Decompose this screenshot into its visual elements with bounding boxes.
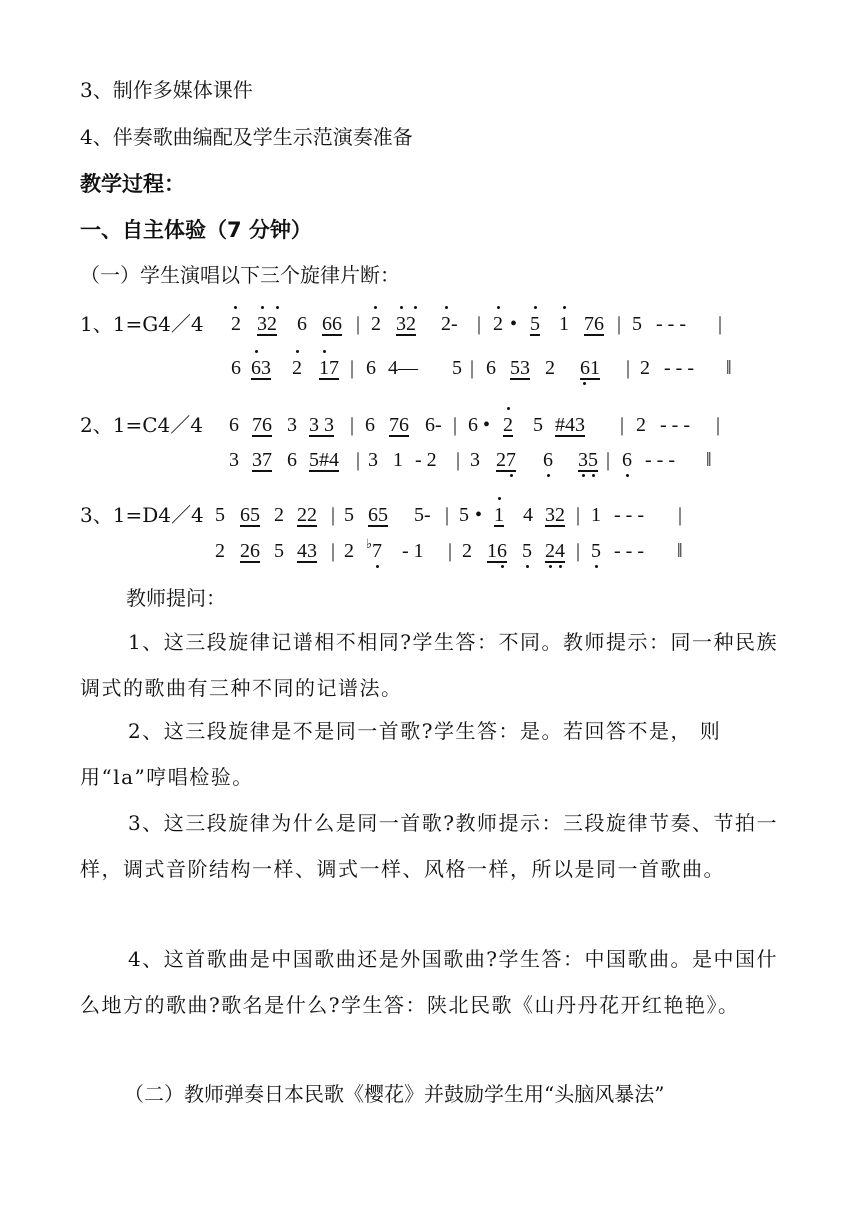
question-4-text: 4、这首歌曲是中国歌曲还是外国歌曲?学生答：中国歌曲。是中国什么地方的歌曲?歌名是什么?学生答：陕北民歌《山丹丹花开红艳艳》。 xyxy=(80,947,778,1017)
barline: | xyxy=(606,449,611,471)
question-1 xyxy=(80,619,780,711)
melody-3-key: 3、1=D4／4 xyxy=(80,503,204,527)
heading-teaching-process: 教学过程： xyxy=(80,172,185,196)
note: 5 xyxy=(459,504,469,526)
melody-1-line-2 xyxy=(0,356,860,382)
note: 6 xyxy=(622,449,632,471)
note-group: 35 xyxy=(578,449,598,471)
barline: | xyxy=(626,357,631,379)
note: 5 xyxy=(530,313,540,335)
note-group: 66 xyxy=(322,313,342,335)
barline: | xyxy=(350,357,355,379)
note: 6 xyxy=(229,414,239,436)
augmentation-dot: • xyxy=(475,504,483,526)
flat-sign: ♭ xyxy=(366,536,373,551)
barline: | xyxy=(718,313,723,335)
rest-dashes: - - - xyxy=(614,504,644,526)
teacher-question-label: 教师提问： xyxy=(126,586,226,610)
barline: | xyxy=(477,313,482,335)
note: 6 xyxy=(486,357,496,379)
note-dash: - 1 xyxy=(402,540,424,562)
note: 2 xyxy=(231,313,241,335)
barline: | xyxy=(350,414,355,436)
barline: | xyxy=(331,504,336,526)
note: 5 xyxy=(632,313,642,335)
note-group: 37 xyxy=(252,449,272,471)
note: 2 xyxy=(274,504,284,526)
barline: | xyxy=(617,313,622,335)
note: 5- xyxy=(414,504,431,526)
melody-3-line-2 xyxy=(0,536,860,565)
note: 5 xyxy=(215,504,225,526)
note: 5 xyxy=(533,414,543,436)
note: 5 xyxy=(591,540,601,562)
note: 2- xyxy=(441,313,458,335)
note-group: #43 xyxy=(555,414,585,436)
heading-part-one: 一、自主体验（7 分钟） xyxy=(80,218,312,242)
note: 4 xyxy=(523,504,533,526)
barline: | xyxy=(453,414,458,436)
note-group: 76 xyxy=(584,313,604,335)
note: 6 xyxy=(287,449,297,471)
note: 7 xyxy=(372,540,382,562)
note-group: 43 xyxy=(297,540,317,562)
barline: | xyxy=(456,449,461,471)
note: 1 xyxy=(559,313,569,335)
note-group: 22 xyxy=(297,504,317,526)
barline: | xyxy=(620,414,625,436)
barline: | xyxy=(448,540,453,562)
melody-2-line-1 xyxy=(0,413,860,439)
note: 2 xyxy=(503,414,513,436)
heading-sub-two: （二）教师弹奏日本民歌《樱花》并鼓励学生用“头脑风暴法” xyxy=(124,1082,665,1106)
note: 5 xyxy=(274,540,284,562)
rest-dashes: - - - xyxy=(656,313,686,335)
question-2-text: 2、这三段旋律是不是同一首歌?学生答：是。若回答不是， 则用“la”哼唱检验。 xyxy=(80,719,722,789)
note: 1 xyxy=(494,504,504,526)
note-group: 65 xyxy=(240,504,260,526)
note: 2 xyxy=(640,357,650,379)
note-group: 24 xyxy=(545,540,565,562)
melody-1-key: 1、1=G4／4 xyxy=(80,312,204,336)
final-barline: ‖ xyxy=(677,540,683,562)
barline: | xyxy=(356,313,361,335)
melody-3-line-1 xyxy=(0,503,860,529)
rest-dashes: - - - xyxy=(664,357,694,379)
note-group: 32 xyxy=(257,313,277,335)
question-4 xyxy=(80,936,780,1028)
note-group: 27 xyxy=(496,449,516,471)
note: 6 xyxy=(365,414,375,436)
heading-sub-one: （一）学生演唱以下三个旋律片断： xyxy=(80,263,400,287)
note: 6 xyxy=(366,357,376,379)
melody-1-line-1 xyxy=(0,312,860,338)
note: 5 xyxy=(344,504,354,526)
note: 1 xyxy=(591,504,601,526)
barline: | xyxy=(445,504,450,526)
prep-item-4: 4、伴奏歌曲编配及学生示范演奏准备 xyxy=(80,125,413,149)
question-2 xyxy=(80,708,780,800)
note: 2 xyxy=(493,313,503,335)
note-group: 3 3 xyxy=(309,414,334,436)
note: 5 xyxy=(452,357,462,379)
note-group: 32 xyxy=(396,313,416,335)
rest-dashes: - - - xyxy=(645,449,675,471)
note-group: 16 xyxy=(487,540,507,562)
melody-2-key: 2、1=C4／4 xyxy=(80,413,203,437)
note: 6- xyxy=(425,414,442,436)
question-1-text: 1、这三段旋律记谱相不相同?学生答：不同。教师提示：同一种民族调式的歌曲有三种不同的记谱法。 xyxy=(80,630,778,700)
note-held: 4— xyxy=(388,357,418,379)
note: 5 xyxy=(522,540,532,562)
barline: | xyxy=(356,449,361,471)
note: 6 xyxy=(543,449,553,471)
note-group: 5#4 xyxy=(309,449,339,471)
final-barline: ‖ xyxy=(726,357,732,379)
note: 2 xyxy=(636,414,646,436)
augmentation-dot: • xyxy=(510,313,518,335)
note: 3 xyxy=(229,449,239,471)
barline: | xyxy=(576,540,581,562)
barline: | xyxy=(678,504,683,526)
note-group: 63 xyxy=(251,357,271,379)
note-group: 32 xyxy=(545,504,565,526)
final-barline: ‖ xyxy=(706,449,712,471)
note-group: 26 xyxy=(240,540,260,562)
barline: | xyxy=(576,504,581,526)
note: 1 xyxy=(393,449,403,471)
note: 2 xyxy=(292,357,302,379)
question-3-text: 3、这三段旋律为什么是同一首歌?教师提示：三段旋律节奏、节拍一样，调式音阶结构一样、调式一样、风格一样，所以是同一首歌曲。 xyxy=(80,811,778,881)
barline: | xyxy=(716,414,721,436)
rest-dashes: - - - xyxy=(660,414,690,436)
note: 3 xyxy=(470,449,480,471)
note-group: 76 xyxy=(252,414,272,436)
prep-item-3: 3、制作多媒体课件 xyxy=(80,78,253,102)
question-3 xyxy=(80,800,780,892)
note-group: 17 xyxy=(319,357,339,379)
note: 2 xyxy=(344,540,354,562)
note: 6 xyxy=(468,414,478,436)
melody-2-line-2 xyxy=(0,448,860,474)
barline: | xyxy=(331,540,336,562)
augmentation-dot: • xyxy=(483,414,491,436)
note-group: 53 xyxy=(510,357,530,379)
note-group: 65 xyxy=(368,504,388,526)
note-dash: - 2 xyxy=(415,449,437,471)
note: 2 xyxy=(462,540,472,562)
note-group: 76 xyxy=(389,414,409,436)
note: 2 xyxy=(215,540,225,562)
note: 6 xyxy=(231,357,241,379)
rest-dashes: - - - xyxy=(614,540,644,562)
note: 2 xyxy=(371,313,381,335)
note: 6 xyxy=(297,313,307,335)
barline: | xyxy=(470,357,475,379)
note: 3 xyxy=(368,449,378,471)
note: 2 xyxy=(545,357,555,379)
note-group: 61 xyxy=(580,357,600,379)
note: 3 xyxy=(287,414,297,436)
